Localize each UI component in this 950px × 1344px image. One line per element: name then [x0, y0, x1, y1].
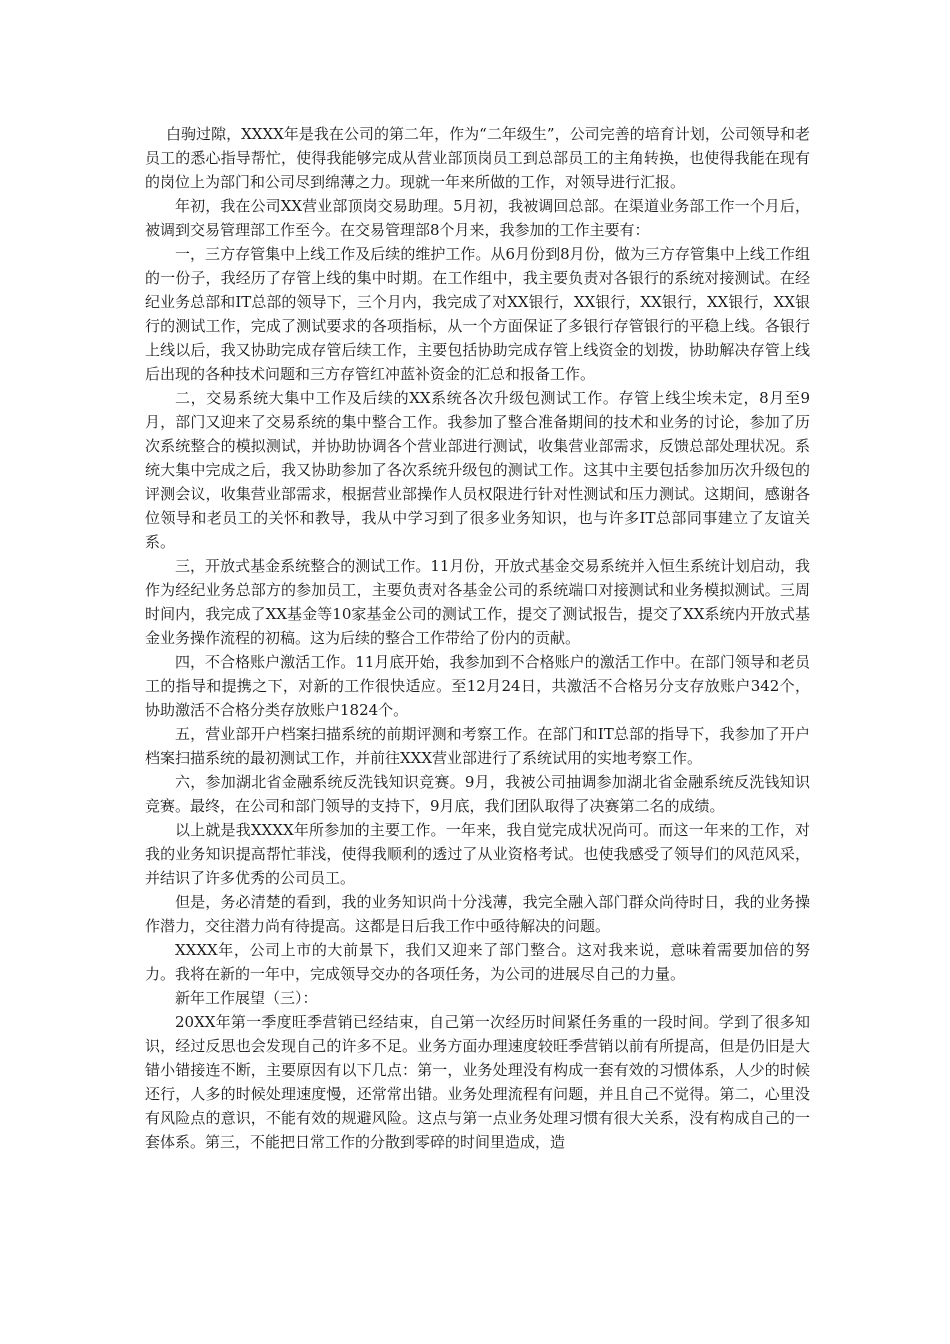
paragraph-item-5: 五，营业部开户档案扫描系统的前期评测和考察工作。在部门和IT总部的指导下，我参加了开户档案扫描系统的最初测试工作，并前往XXX营业部进行了系统试用的实地考察工作。 — [145, 725, 810, 767]
paragraph-outlook: XXXX年，公司上市的大前景下，我们又迎来了部门整合。这对我来说，意味着需要加倍的努力。我将在新的一年中，完成领导交办的各项任务，为公司的进展尽自己的力量。 — [145, 941, 810, 983]
paragraph-q1-review: 20XX年第一季度旺季营销已经结束，自己第一次经历时间紧任务重的一段时间。学到了很多知识，经过反思也会发现自己的许多不足。业务方面办理速度较旺季营销以前有所提高，但是仍旧是大错小错接连不断，主要原因有以下几点：第一，业务处理没有构成一套有效的习惯体系，人少的时候还行，人多的时候处理速度慢，还常常出错。业务处理流程有问题，并且自己不觉得。第二，心里没有风险点的意识，不能有效的规避风险。这点与第一点业务处理习惯有很大关系，没有构成自己的一套体系。第三，不能把日常工作的分散到零碎的时间里造成，造 — [145, 1013, 810, 1151]
document-body — [145, 122, 810, 1154]
paragraph-item-3: 三，开放式基金系统整合的测试工作。11月份，开放式基金交易系统并入恒生系统计划启动，我作为经纪业务总部方的参加员工，主要负责对各基金公司的系统端口对接测试和业务模拟测试。三周时间内，我完成了XX基金等10家基金公司的测试工作，提交了测试报告，提交了XX系统内开放式基金业务操作流程的初稿。这为后续的整合工作带给了份内的贡献。 — [145, 557, 810, 647]
paragraph-item-4: 四，不合格账户激活工作。11月底开始，我参加到不合格账户的激活工作中。在部门领导和老员工的指导和提携之下，对新的工作很快适应。至12月24日，共激活不合格另分支存放账户342个，协助激活不合格分类存放账户1824个。 — [145, 653, 810, 719]
paragraph-early-year: 年初，我在公司XX营业部顶岗交易助理。5月初，我被调回总部。在渠道业务部工作一个月后，被调到交易管理部工作至今。在交易管理部8个月来，我参加的工作主要有： — [145, 197, 810, 239]
paragraph-item-1: 一，三方存管集中上线工作及后续的维护工作。从6月份到8月份，做为三方存管集中上线工作组的一份子，我经历了存管上线的集中时期。在工作组中，我主要负责对各银行的系统对接测试。在经纪业务总部和IT总部的领导下，三个月内，我完成了对XX银行，XX银行，XX银行，XX银行，XX银行的测试工作，完成了测试要求的各项指标，从一个方面保证了多银行存管银行的平稳上线。各银行上线以后，我又协助完成存管后续工作，主要包括协助完成存管上线资金的划拨，协助解决存管上线后出现的各种技术问题和三方存管红冲蓝补资金的汇总和报备工作。 — [145, 245, 810, 383]
paragraph-summary: 以上就是我XXXX年所参加的主要工作。一年来，我自觉完成状况尚可。而这一年来的工作，对我的业务知识提高帮忙菲浅，使得我顺利的透过了从业资格考试。也使我感受了领导们的风范风采，并结识了许多优秀的公司员工。 — [145, 821, 810, 887]
paragraph-item-2: 二，交易系统大集中工作及后续的XX系统各次升级包测试工作。存管上线尘埃未定，8月至9月，部门又迎来了交易系统的集中整合工作。我参加了整合准备期间的技术和业务的讨论，参加了历次系统整合的模拟测试，并协助协调各个营业部进行测试，收集营业部需求，反馈总部处理状况。系统大集中完成之后，我又协助参加了各次系统升级包的测试工作。这其中主要包括参加历次升级包的评测会议，收集营业部需求，根据营业部操作人员权限进行针对性测试和压力测试。这期间，感谢各位领导和老员工的关怀和教导，我从中学习到了很多业务知识，也与许多IT总部同事建立了友谊关系。 — [145, 389, 810, 551]
paragraph-intro: 白驹过隙，XXXX年是我在公司的第二年，作为“二年级生”，公司完善的培育计划，公司领导和老员工的悉心指导帮忙，使得我能够完成从营业部顶岗员工到总部员工的主角转换，也使得我能在现有的岗位上为部门和公司尽到绵薄之力。现就一年来所做的工作，对领导进行汇报。 — [145, 125, 810, 191]
paragraph-item-6: 六，参加湖北省金融系统反洗钱知识竞赛。9月，我被公司抽调参加湖北省金融系统反洗钱知识竞赛。最终，在公司和部门领导的支持下，9月底，我们团队取得了决赛第二名的成绩。 — [145, 773, 810, 815]
paragraph-shortcomings: 但是，务必清楚的看到，我的业务知识尚十分浅薄，我完全融入部门群众尚待时日，我的业务操作潜力，交往潜力尚有待提高。这都是日后我工作中亟待解决的问题。 — [145, 893, 810, 935]
section-heading: 新年工作展望（三）： — [175, 989, 318, 1007]
